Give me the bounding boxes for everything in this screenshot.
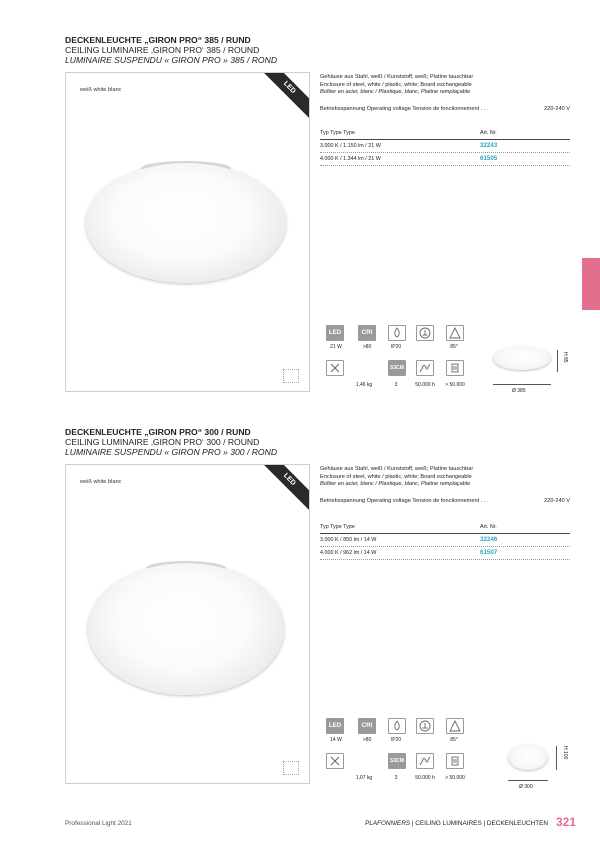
product-1-desc-en: Enclosure of steel, white / plastic, white; Board exchangeable	[320, 81, 472, 88]
switching-label: > 50.000	[445, 775, 465, 781]
product-2-desc-fr: Boîtier en acier, blanc / Plastique, blanc; Platine remplaçable	[320, 481, 471, 488]
table-header-art: Art. Nr.	[480, 524, 497, 530]
cri-icon: CRI	[358, 718, 376, 734]
footer-separator: |	[410, 820, 416, 827]
switching-icon	[446, 360, 464, 376]
product-2-voltage-value: 220-240 V	[544, 498, 570, 504]
led-watt-label: 14 W	[330, 737, 342, 743]
protection-class-icon	[416, 325, 434, 341]
product-2-title-en: CEILING LUMINAIRE ‚GIRON PRO‘ 300 / ROUND	[65, 437, 260, 447]
product-1-color-label: weiß white blanc	[80, 87, 122, 93]
lifetime-icon	[416, 360, 434, 376]
led-icon: LED	[326, 325, 344, 341]
product-2-height-label: H 100	[562, 746, 568, 760]
table-header-type: Typ Type Type	[320, 130, 355, 136]
lifetime-label: 50.000 h	[415, 382, 435, 388]
product-2-diameter-label: Ø 300	[519, 784, 533, 790]
product-1-diameter-label: Ø 385	[512, 388, 526, 394]
weight-icon	[326, 360, 344, 376]
droplet-icon	[388, 325, 406, 341]
product-2-desc-en: Enclosure of steel, white / plastic, white; Board exchangeable	[320, 473, 472, 480]
switching-icon	[446, 753, 464, 769]
lifetime-icon	[416, 753, 434, 769]
row-type: 4.000 K / 962 lm / 14 W	[320, 550, 377, 556]
product-1-height-line	[557, 350, 558, 372]
table-row	[320, 140, 570, 153]
beam-angle-label: 85°	[450, 344, 458, 350]
weight-icon	[326, 753, 344, 769]
table-row	[320, 534, 570, 547]
footer-category-en: CEILING LUMINAIRES	[415, 820, 482, 827]
product-1-led-ribbon: LED	[254, 72, 310, 123]
cri-icon: CRI	[358, 325, 376, 341]
product-1-dimension-drawing	[493, 346, 551, 370]
s3cm-label: 3	[394, 775, 398, 781]
product-2-desc-de: Gehäuse aus Stahl, weiß / Kunststoff, weiß; Platine tauschbar	[320, 466, 474, 472]
switching-label: > 50.000	[445, 382, 465, 388]
table-header-art: Art. Nr.	[480, 130, 497, 136]
product-2-lamp-image	[88, 563, 284, 695]
s3cm-icon: S3CM	[388, 360, 406, 376]
product-1-photo	[65, 72, 310, 392]
product-1-article-table	[320, 130, 570, 166]
product-1-voltage	[320, 106, 570, 112]
product-2-title-fr: LUMINAIRE SUSPENDU « GIRON PRO » 300 / ROND	[65, 447, 278, 457]
footer-catalog-name: Professional Light 2021	[65, 820, 132, 827]
product-2-led-ribbon: LED	[254, 464, 310, 515]
table-row	[320, 547, 570, 560]
row-art-number[interactable]: 32243	[480, 142, 498, 149]
footer-category	[365, 820, 548, 827]
row-type: 4.000 K / 1.344 lm / 21 W	[320, 156, 381, 162]
table-row	[320, 153, 570, 166]
product-2-title-de: DECKENLEUCHTE „GIRON PRO“ 300 / RUND	[65, 427, 251, 437]
weight-label: 1,46 kg	[355, 382, 373, 388]
beam-angle-icon	[446, 718, 464, 734]
table-header	[320, 524, 570, 534]
lifetime-label: 50.000 h	[415, 775, 435, 781]
product-1-title-en: CEILING LUMINAIRE ‚GIRON PRO‘ 385 / ROUND	[65, 45, 260, 55]
table-header	[320, 130, 570, 140]
protection-class-icon	[416, 718, 434, 734]
product-2-description	[320, 466, 473, 489]
product-2-color-label: weiß white blanc	[80, 479, 122, 485]
led-watt-label: 21 W	[330, 344, 342, 350]
product-1-voltage-value: 220-240 V	[544, 106, 570, 112]
table-header-type: Typ Type Type	[320, 524, 355, 530]
ip-label: IP20	[390, 737, 402, 743]
row-art-number[interactable]: 61507	[480, 549, 498, 556]
s3cm-icon: S3CM	[388, 753, 406, 769]
footer-category-fr: PLAFONNIERS	[364, 820, 411, 827]
product-2-dimension-drawing	[508, 744, 548, 770]
row-art-number[interactable]: 32246	[480, 536, 498, 543]
row-type: 3.000 K / 1.150 lm / 21 W	[320, 143, 381, 149]
product-1-diameter-line	[493, 384, 551, 385]
product-1-symbol-icon	[283, 369, 299, 383]
footer-category-de: DECKENLEUCHTEN	[486, 820, 548, 827]
product-1-desc-de: Gehäuse aus Stahl, weiß / Kunststoff, weiß; Platine tauschbar	[320, 74, 474, 80]
product-2-article-table	[320, 524, 570, 560]
product-1-voltage-label: Betriebsspannung Operating voltage Tension de fonctionnement . . .	[320, 106, 489, 112]
s3cm-label: 3	[394, 382, 398, 388]
row-type: 3.000 K / 850 lm / 14 W	[320, 537, 377, 543]
row-art-number[interactable]: 61505	[480, 155, 498, 162]
cri-label: >80	[362, 344, 372, 350]
product-1-description	[320, 74, 473, 97]
product-1-lamp-image	[86, 163, 286, 283]
page-number: 321	[556, 815, 577, 829]
product-1-title-fr: LUMINAIRE SUSPENDU « GIRON PRO » 385 / ROND	[65, 55, 278, 65]
product-2-photo	[65, 464, 310, 784]
product-2-height-line	[556, 746, 557, 770]
footer-separator: |	[481, 820, 487, 827]
beam-angle-icon	[446, 325, 464, 341]
product-1-title-de: DECKENLEUCHTE „GIRON PRO“ 385 / RUND	[65, 35, 251, 45]
product-2-diameter-line	[508, 780, 548, 781]
product-2-voltage-label: Betriebsspannung Operating voltage Tension de fonctionnement . . .	[320, 498, 489, 504]
beam-angle-label: 85°	[450, 737, 458, 743]
weight-label: 1,07 kg	[355, 775, 373, 781]
product-2-symbol-icon	[283, 761, 299, 775]
product-1-height-label: H 85	[562, 352, 568, 363]
chapter-tab[interactable]	[582, 258, 600, 310]
product-2-voltage	[320, 498, 570, 504]
droplet-icon	[388, 718, 406, 734]
ip-label: IP20	[390, 344, 402, 350]
product-1-desc-fr: Boîtier en acier, blanc / Plastique, blanc; Platine remplaçable	[320, 89, 471, 96]
led-icon: LED	[326, 718, 344, 734]
cri-label: >80	[362, 737, 372, 743]
